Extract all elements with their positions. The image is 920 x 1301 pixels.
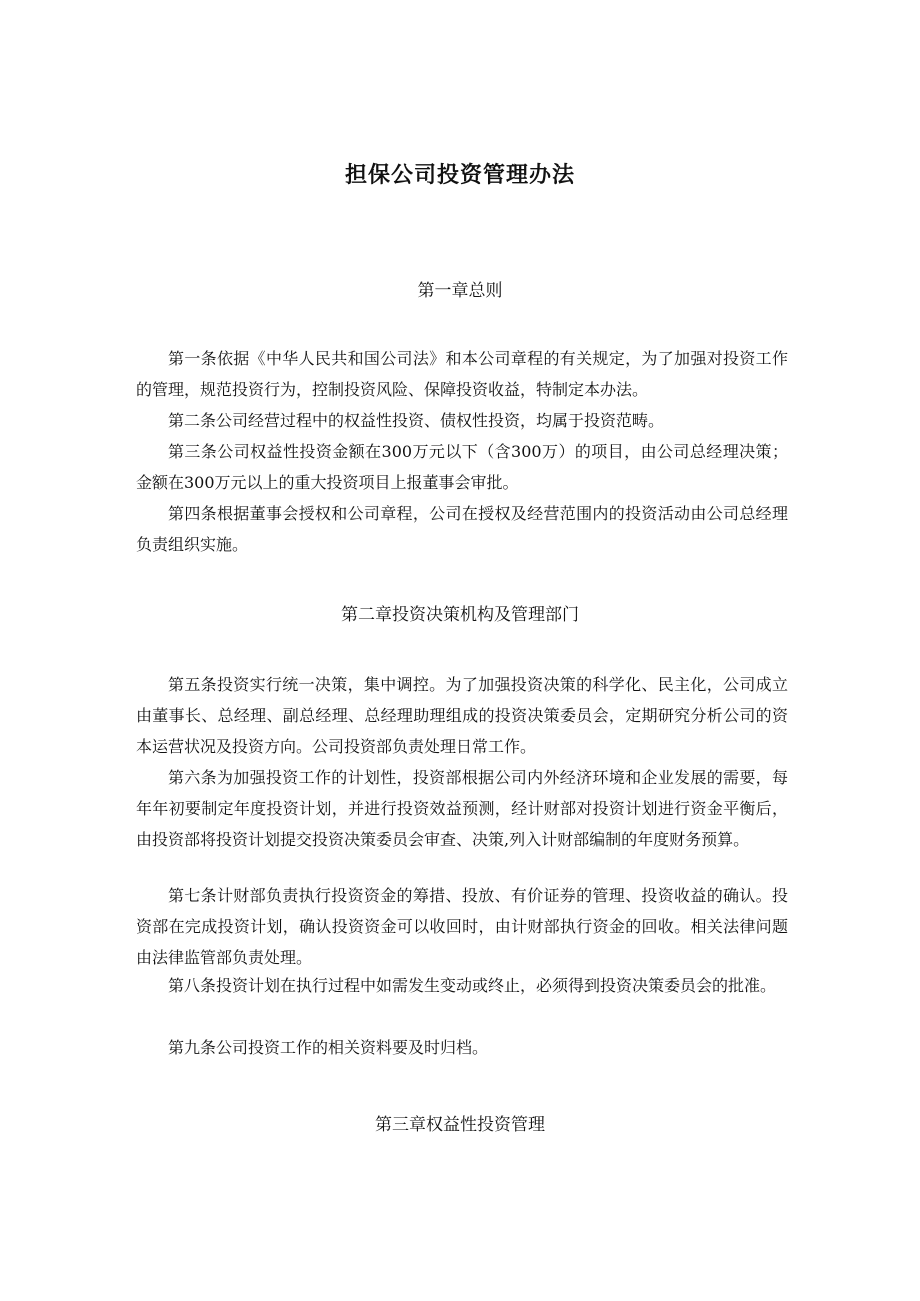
document-title: 担保公司投资管理办法 [344, 163, 575, 188]
article-9: 第九条公司投资工作的相关资料要及时归档。 [168, 1038, 489, 1057]
chapter-heading-2: 第二章投资决策机构及管理部门 [341, 605, 579, 625]
chapter-heading-3: 第三章权益性投资管理 [375, 1115, 545, 1135]
article-6: 第六条为加强投资工作的计划性，投资部根据公司内外经济环境和企业发展的需要，每年年初要制定年度投资计划，并进行投资效益预测，经计财部对投资计划进行资金平衡后，由投资部将投资计划提交投资决策委员会审查、决策,列入计财部编制的年度财务预算。 [136, 768, 788, 849]
article-7: 第七条计财部负责执行投资资金的筹措、投放、有价证券的管理、投资收益的确认。投资部在完成投资计划，确认投资资金可以收回时，由计财部执行资金的回收。相关法律问题由法律监管部负责处理。 [136, 886, 788, 967]
article-5: 第五条投资实行统一决策，集中调控。为了加强投资决策的科学化、民主化，公司成立由董事长、总经理、副总经理、总经理助理组成的投资决策委员会，定期研究分析公司的资本运营状况及投资方向。公司投资部负责处理日常工作。 [136, 675, 788, 756]
article-1: 第一条依据《中华人民共和国公司法》和本公司章程的有关规定，为了加强对投资工作的管理，规范投资行为，控制投资风险、保障投资收益，特制定本办法。 [136, 349, 788, 399]
article-3: 第三条公司权益性投资金额在300万元以下（含300万）的项目，由公司总经理决策；金额在300万元以上的重大投资项目上报董事会审批。 [136, 442, 788, 492]
article-2: 第二条公司经营过程中的权益性投资、债权性投资，均属于投资范畴。 [168, 411, 665, 430]
article-4: 第四条根据董事会授权和公司章程，公司在授权及经营范围内的投资活动由公司总经理负责组织实施。 [136, 504, 788, 554]
chapter-heading-1: 第一章总则 [417, 281, 503, 301]
article-8: 第八条投资计划在执行过程中如需发生变动或终止，必须得到投资决策委员会的批准。 [168, 976, 777, 995]
